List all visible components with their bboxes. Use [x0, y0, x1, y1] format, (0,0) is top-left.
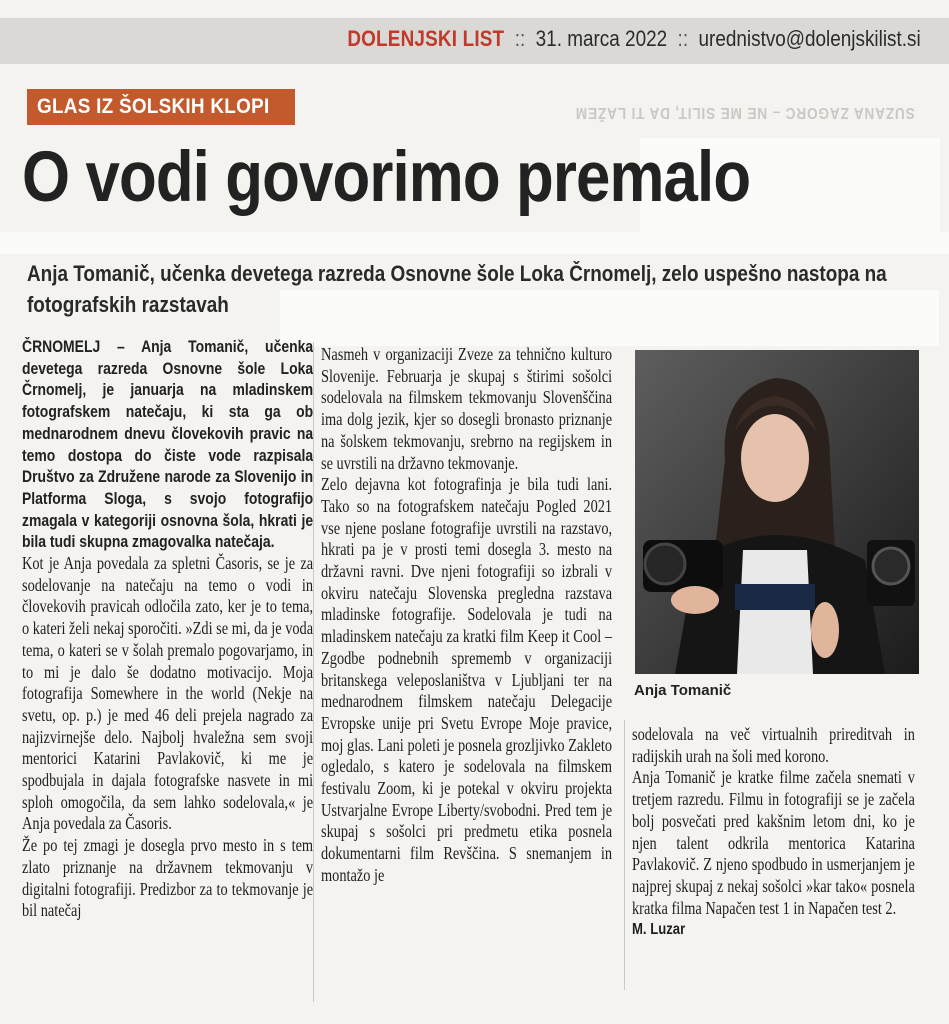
subheadline: Anja Tomanič, učenka devetega razreda Osnovne šole Loka Črnomelj, zelo uspešno nastopa na fotografskih razstavah — [27, 261, 887, 317]
paragraph: Nasmeh v organizaciji Zveze za tehnično kulturo Slovenije. Februarja je skupaj s štirimi sošolci sodelovala na filmskem tekmovanju Slovenščina ima dolg jezik, kjer so dosegli bronasto priznanje na šolskem tekmovanju, srebrno na regijskem in se uvrstili na državno tekmovanje. — [321, 344, 613, 473]
paragraph: Kot je Anja povedala za spletni Časoris, se je za sodelovanje na natečaju na temo o vodi in človekovih pravicah odločila zato, ker je to tema, o kateri želi nekaj sporočiti. »Zdi se mi, da je voda tema, o kateri se v šolah premalo pogovarjamo, in to mi je dalo še dodatno motivacijo. Moja fotografija Somewhere in the world (Nekje na svetu, op. p.) je med 46 deli prejela nagrado za najizvirnejše delo. Najbolj hvaležna sem svoji mentorici Katarini Pavlakovič, ki me je spodbujala in dajala fotografske nasvete in mi sploh omogočila, da sem lahko sodelovala,« je Anja povedala za Časoris. — [22, 553, 314, 834]
section-rubric — [27, 89, 295, 125]
article-column-2 — [321, 344, 676, 887]
author-byline: M. Luzar — [632, 921, 686, 939]
separator: :: — [515, 26, 526, 51]
masthead-line — [348, 26, 921, 52]
publication-name: DOLENJSKI LIST — [347, 26, 505, 51]
paragraph: Zelo dejavna kot fotografinja je bila tudi lani. Tako so na fotografskem natečaju Pogled 2021 vse njene poslane fotografije uvrstili na razstavo, hkrati pa je v prosti temi dosegla 3. mesto na državni ravni. Dve njeni fotografiji so izbrali v okviru natečaju Slovenska pregledna razstava mladinske fotografije. Sodelovala je tudi na mladinskem natečaju za kratki film Keep it Cool – Zgodbe podnebnih sprememb v organizaciji britanskega veleposlaništva v Ljubljani ter na mednarodnem filmskem natečaju Delegacije Evropske unije pri Svetu Evrope Moje pravice, moj glas. Lani poleti je posnela grozljivko Zakleto ogledalo, s katero je sodelovala na filmskem festivalu Zoom, ki je potekal v okviru projekta Ustvarjalne Evrope Liberty/svobodni. Pred tem je skupaj s sošolci pri predmetu etika posnela dokumentarni film Revščina. S snemanjem in montažo je — [321, 474, 613, 885]
paragraph: Anja Tomanič je kratke filme začela snemati v tretjem razredu. Filmu in fotografiji se je začela bolj posvečati pred kakšnim letom dni, ko je njen talent odkrila mentorica Katarina Pavlakovič. Z njeno spodbudo in usmerjanjem je najprej skupaj z nekaj sošolci »kar tako« posnela kratka filma Napačen test 1 in Napačen test 2. — [632, 767, 915, 918]
redaction-box — [280, 290, 939, 346]
portrait-photo-illustration — [635, 350, 919, 674]
lead-paragraph: ČRNOMELJ – Anja Tomanič, učenka devetega razreda Osnovne šole Loka Črnomelj, je januarja na mladinskem fotografskem natečaju, ki sta ga ob mednarodnem dnevu človekovih pravic na temo dostopa do čiste vode razpisala Društvo za Združene narode za Slovenijo in Platforma Sloga, s svojo fotografijo zmagala v kategoriji osnovna šola, hkrati je bila tudi skupna zmagovalka natečaja. — [22, 337, 314, 552]
article-column-3 — [632, 724, 949, 941]
separator: :: — [677, 26, 689, 51]
bleed-through-text: SUZANA ZAGORC – NE ME SILIT, DA TI LAŽEM — [574, 104, 915, 121]
issue-date: 31. marca 2022 — [535, 26, 668, 51]
editorial-email: urednistvo@dolenjskilist.si — [698, 26, 921, 51]
column-divider — [313, 342, 314, 1002]
portrait-photo — [635, 350, 919, 674]
redaction-strip — [0, 232, 949, 254]
photo-caption: Anja Tomanič — [634, 682, 732, 699]
paragraph: sodelovala na več virtualnih prireditvah in radijskih urah na šoli med korono. — [632, 724, 915, 766]
paragraph: Že po tej zmagi je dosegla prvo mesto in s tem zlato priznanje na državnem tekmovanju v digitalni fotografiji. Predizbor za to tekmovanje je bil natečaj — [22, 835, 314, 921]
headline: O vodi govorimo premalo — [22, 138, 751, 217]
rubric-label: GLAS IZ ŠOLSKIH KLOPI — [37, 95, 270, 118]
column-divider — [624, 720, 625, 990]
